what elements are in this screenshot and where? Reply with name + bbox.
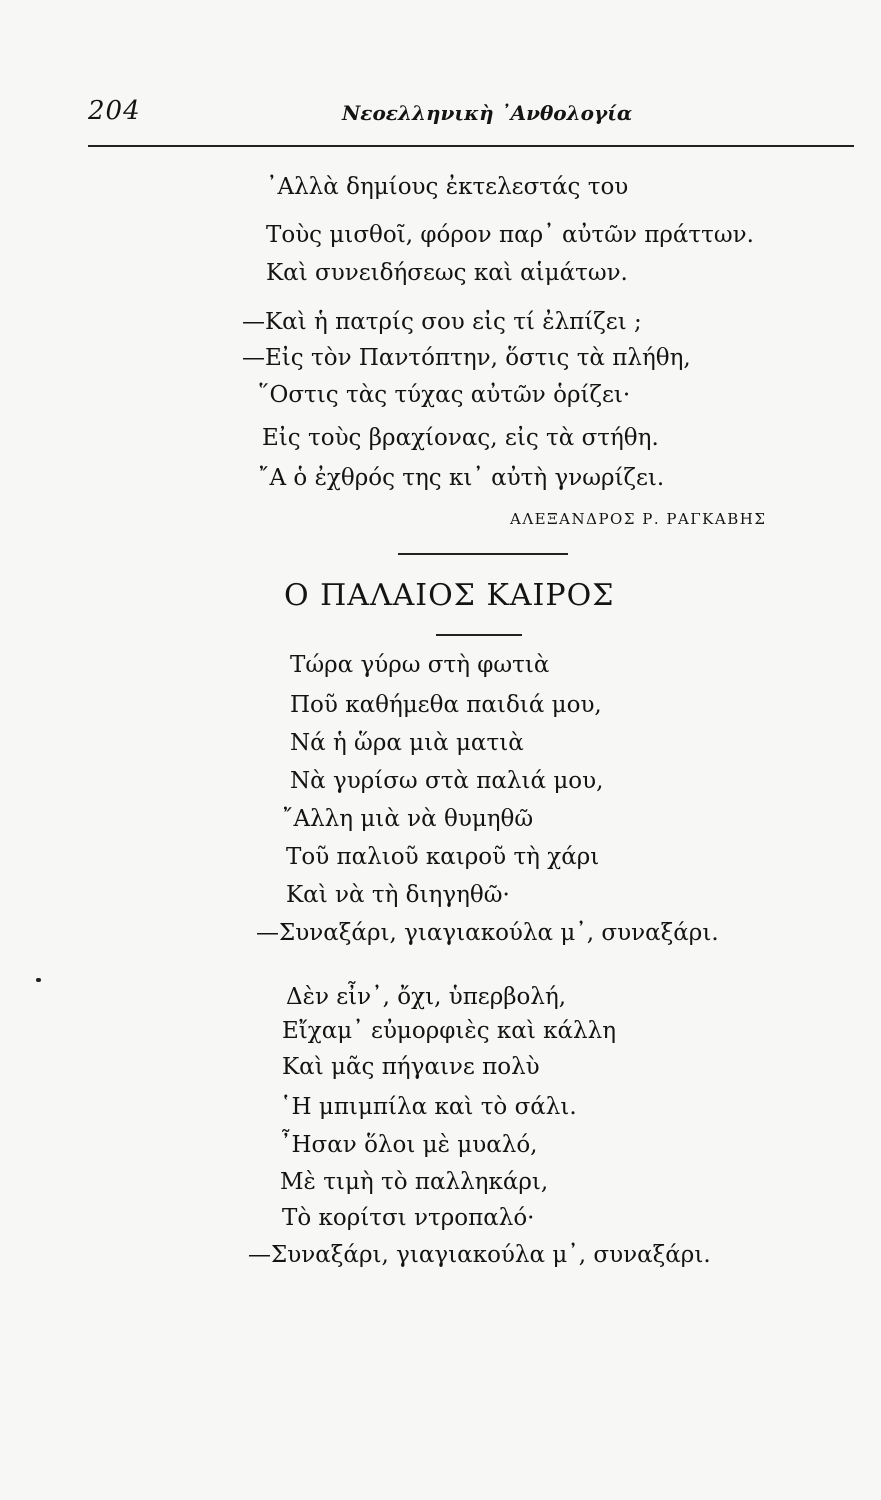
running-title: Νεοελληνικὴ ᾿Ανθολογία [342, 101, 633, 125]
poem-line: Μὲ τιμὴ τὸ παλληκάρι, [280, 1169, 549, 1195]
poem-line: ῎Α ὁ ἐχθρός της κι᾿ αὐτὴ γνωρίζει. [258, 465, 665, 491]
poem-line: Εἰς τοὺς βραχίονας, εἰς τὰ στήθη. [262, 425, 659, 451]
poem-line: Νὰ γυρίσω στὰ παλιά μου, [290, 768, 604, 794]
poem-line: —Καὶ ἡ πατρίς σου εἰς τί ἐλπίζει ; [242, 309, 642, 335]
poem-line: ῞Οστις τὰς τύχας αὐτῶν ὁρίζει· [258, 382, 631, 408]
poem-line: —Συναξάρι, γιαγιακούλα μ᾿, συναξάρι. [248, 1242, 711, 1268]
title-rule [436, 634, 522, 636]
poem-line: Καὶ μᾶς πήγαινε πολὺ [282, 1054, 540, 1080]
poem-line: Ποῦ καθήμεθα παιδιά μου, [290, 692, 602, 718]
poem-line: Τοὺς μισθοῖ, φόρον παρ᾿ αὐτῶν πράττων. [266, 222, 754, 248]
poem-line: Καὶ συνειδήσεως καὶ αἱμάτων. [266, 260, 628, 286]
poem-line: ῾Η μπιμπίλα καὶ τὸ σάλι. [280, 1094, 577, 1120]
page-number: 204 [88, 96, 141, 126]
margin-mark [36, 978, 41, 982]
poem-line: Τώρα γύρω στὴ φωτιὰ [290, 652, 550, 678]
poem-line: Καὶ νὰ τὴ διηγηθῶ· [286, 882, 510, 908]
poem-line: Δὲν εἶν᾿, ὄχι, ὑπερβολή, [286, 984, 567, 1010]
poem-line: Τὸ κορίτσι ντροπαλό· [282, 1205, 535, 1231]
poem-line: —Εἰς τὸν Παντόπτην, ὅστις τὰ πλήθη, [242, 345, 691, 371]
poem-title: Ο ΠΑΛΑΙΟΣ ΚΑΙΡΟΣ [284, 578, 615, 613]
poem-line: Τοῦ παλιοῦ καιροῦ τὴ χάρι [286, 844, 600, 870]
poem-line: Εἴχαμ᾿ εὐμορφιὲς καὶ κάλλη [282, 1018, 616, 1044]
poem-line: ᾿Αλλὰ δημίους ἐκτελεστάς του [266, 174, 629, 200]
poem-line: Νά ἡ ὥρα μιὰ ματιὰ [290, 730, 524, 756]
poem-line: —Συναξάρι, γιαγιακούλα μ᾿, συναξάρι. [256, 920, 719, 946]
poem-line: ῏Ησαν ὅλοι μὲ μυαλό, [280, 1132, 538, 1158]
header-rule [88, 145, 854, 147]
author-signature: ΑΛΕΞΑΝΔΡΟΣ Ρ. ΡΑΓΚΑΒΗΣ [510, 510, 767, 528]
poem-line: ῎Αλλη μιὰ νὰ θυμηθῶ [282, 806, 534, 832]
section-separator [398, 553, 568, 555]
